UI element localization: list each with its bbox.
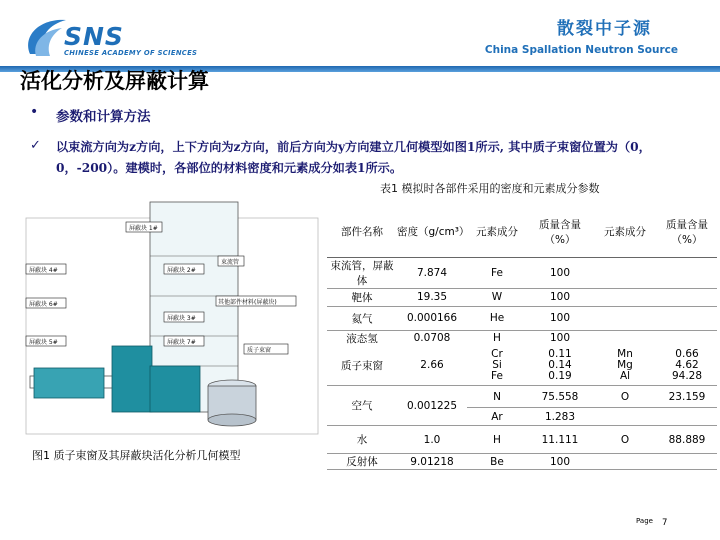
mass: 0.19 [548, 369, 572, 382]
label-shield-6: 屏蔽块 6# [29, 301, 58, 308]
page-number: 7 [662, 518, 668, 528]
cell-element: H [493, 332, 501, 344]
cell-name: 液态氢 [346, 332, 378, 345]
mass: 0.11 [548, 347, 572, 360]
cell-density: 2.66 [397, 346, 467, 386]
label-beam-pipe: 束流管 [221, 259, 240, 266]
table-caption: 表1 模拟时各部件采用的密度和元素成分参数 [380, 182, 600, 195]
slide-title: 活化分析及屏蔽计算 [20, 68, 209, 93]
element: Si [492, 358, 502, 371]
org-name-cn: 散裂中子源 [557, 19, 652, 39]
table-row [327, 454, 717, 470]
table-row [327, 346, 717, 386]
cell-element: Ar [467, 408, 527, 426]
table-row [327, 306, 717, 330]
table-row [327, 426, 717, 454]
label-shield-2: 屏蔽块 2# [167, 267, 196, 274]
cell-density: 1.0 [397, 426, 467, 454]
cell-mass-list [527, 346, 593, 386]
cell-name: 水 [327, 426, 397, 454]
table-row [327, 330, 717, 346]
cell-mass: 100 [527, 306, 593, 330]
figure-caption: 图1 质子束窗及其屏蔽块活化分析几何模型 [32, 449, 241, 462]
table-header-row [327, 207, 717, 257]
parameter-table [327, 207, 717, 470]
element: Fe [491, 369, 503, 382]
header-mass-2: 质量含量（%） [657, 207, 717, 257]
table-row [327, 288, 717, 306]
table-row [327, 386, 717, 408]
cell-name: 质子束窗 [327, 346, 397, 386]
mass: 94.28 [671, 369, 703, 382]
header-mass-1: 质量含量（%） [527, 207, 593, 257]
logo-text: SNS [64, 22, 124, 51]
cell-mass: 1.283 [527, 408, 593, 426]
geometry-model-figure [22, 196, 322, 436]
cell-element: H [467, 426, 527, 454]
label-shield-5: 屏蔽块 5# [29, 339, 58, 346]
header-part-name: 部件名称 [327, 207, 397, 257]
header-density: 密度（g/cm³） [397, 207, 467, 257]
table-row [327, 257, 717, 288]
mass: 0.14 [548, 358, 572, 371]
cell-element: O [593, 386, 657, 408]
label-other-parts: 其他部件材料(屏蔽块) [218, 299, 277, 306]
cell-element: W [467, 288, 527, 306]
bullet-text-1: 参数和计算方法 [56, 109, 151, 125]
element: Mn [617, 347, 633, 360]
cell-mass-list [657, 346, 717, 386]
label-shield-7: 屏蔽块 7# [167, 339, 196, 346]
cell-mass: 23.159 [657, 386, 717, 408]
checkmark-icon: ✓ [30, 138, 41, 153]
element: Al [619, 369, 631, 382]
label-shield-3: 屏蔽块 3# [167, 315, 196, 322]
cell-element-list [593, 346, 657, 386]
cell-mass: 100 [549, 332, 571, 344]
cell-mass: 100 [527, 288, 593, 306]
cell-density: 9.01218 [397, 454, 467, 470]
cell-name: 空气 [327, 386, 397, 426]
label-proton-window: 质子束窗 [247, 347, 272, 354]
cell-element: N [467, 386, 527, 408]
shield-block-teal [112, 346, 152, 412]
logo-subtitle: CHINESE ACADEMY OF SCIENCES [64, 49, 198, 57]
cell-density: 0.0708 [413, 332, 451, 344]
header-element-2: 元素成分 [593, 207, 657, 257]
mass: 0.66 [675, 347, 699, 360]
header-element-1: 元素成分 [467, 207, 527, 257]
org-name-en: China Spallation Neutron Source [484, 44, 678, 56]
cell-element-list [467, 346, 527, 386]
cell-name: 反射体 [327, 454, 397, 470]
label-shield-1: 屏蔽块 1# [129, 225, 158, 232]
cell-mass: 88.889 [657, 426, 717, 454]
cell-name: 束流管，屏蔽体 [327, 257, 397, 288]
element: Mg [617, 358, 633, 371]
cell-density: 0.000166 [397, 306, 467, 330]
cell-mass: 75.558 [527, 386, 593, 408]
cell-element: He [467, 306, 527, 330]
cell-name: 靶体 [327, 288, 397, 306]
cell-density: 19.35 [397, 288, 467, 306]
cell-density: 7.874 [397, 257, 467, 288]
mass: 4.62 [675, 358, 699, 371]
cell-mass: 100 [527, 257, 593, 288]
element: Cr [491, 347, 503, 360]
cell-element: O [593, 426, 657, 454]
cell-name: 氦气 [327, 306, 397, 330]
page-label: Page [636, 517, 653, 525]
cell-element: Fe [467, 257, 527, 288]
cell-mass: 11.111 [527, 426, 593, 454]
cell-mass: 100 [527, 454, 593, 470]
label-shield-4: 屏蔽块 4# [29, 267, 58, 274]
cell-density: 0.001225 [397, 386, 467, 426]
cell-element: Be [467, 454, 527, 470]
bullet-dot-icon: • [30, 104, 39, 120]
bullet-text-2: 以束流方向为z方向，上下方向为z方向，前后方向为y方向建立几何模型如图1所示, 其中质子束窗位置为（0，0，-200）。建模时，各部位的材料密度和元素成分如表1所示。 [56, 140, 651, 175]
